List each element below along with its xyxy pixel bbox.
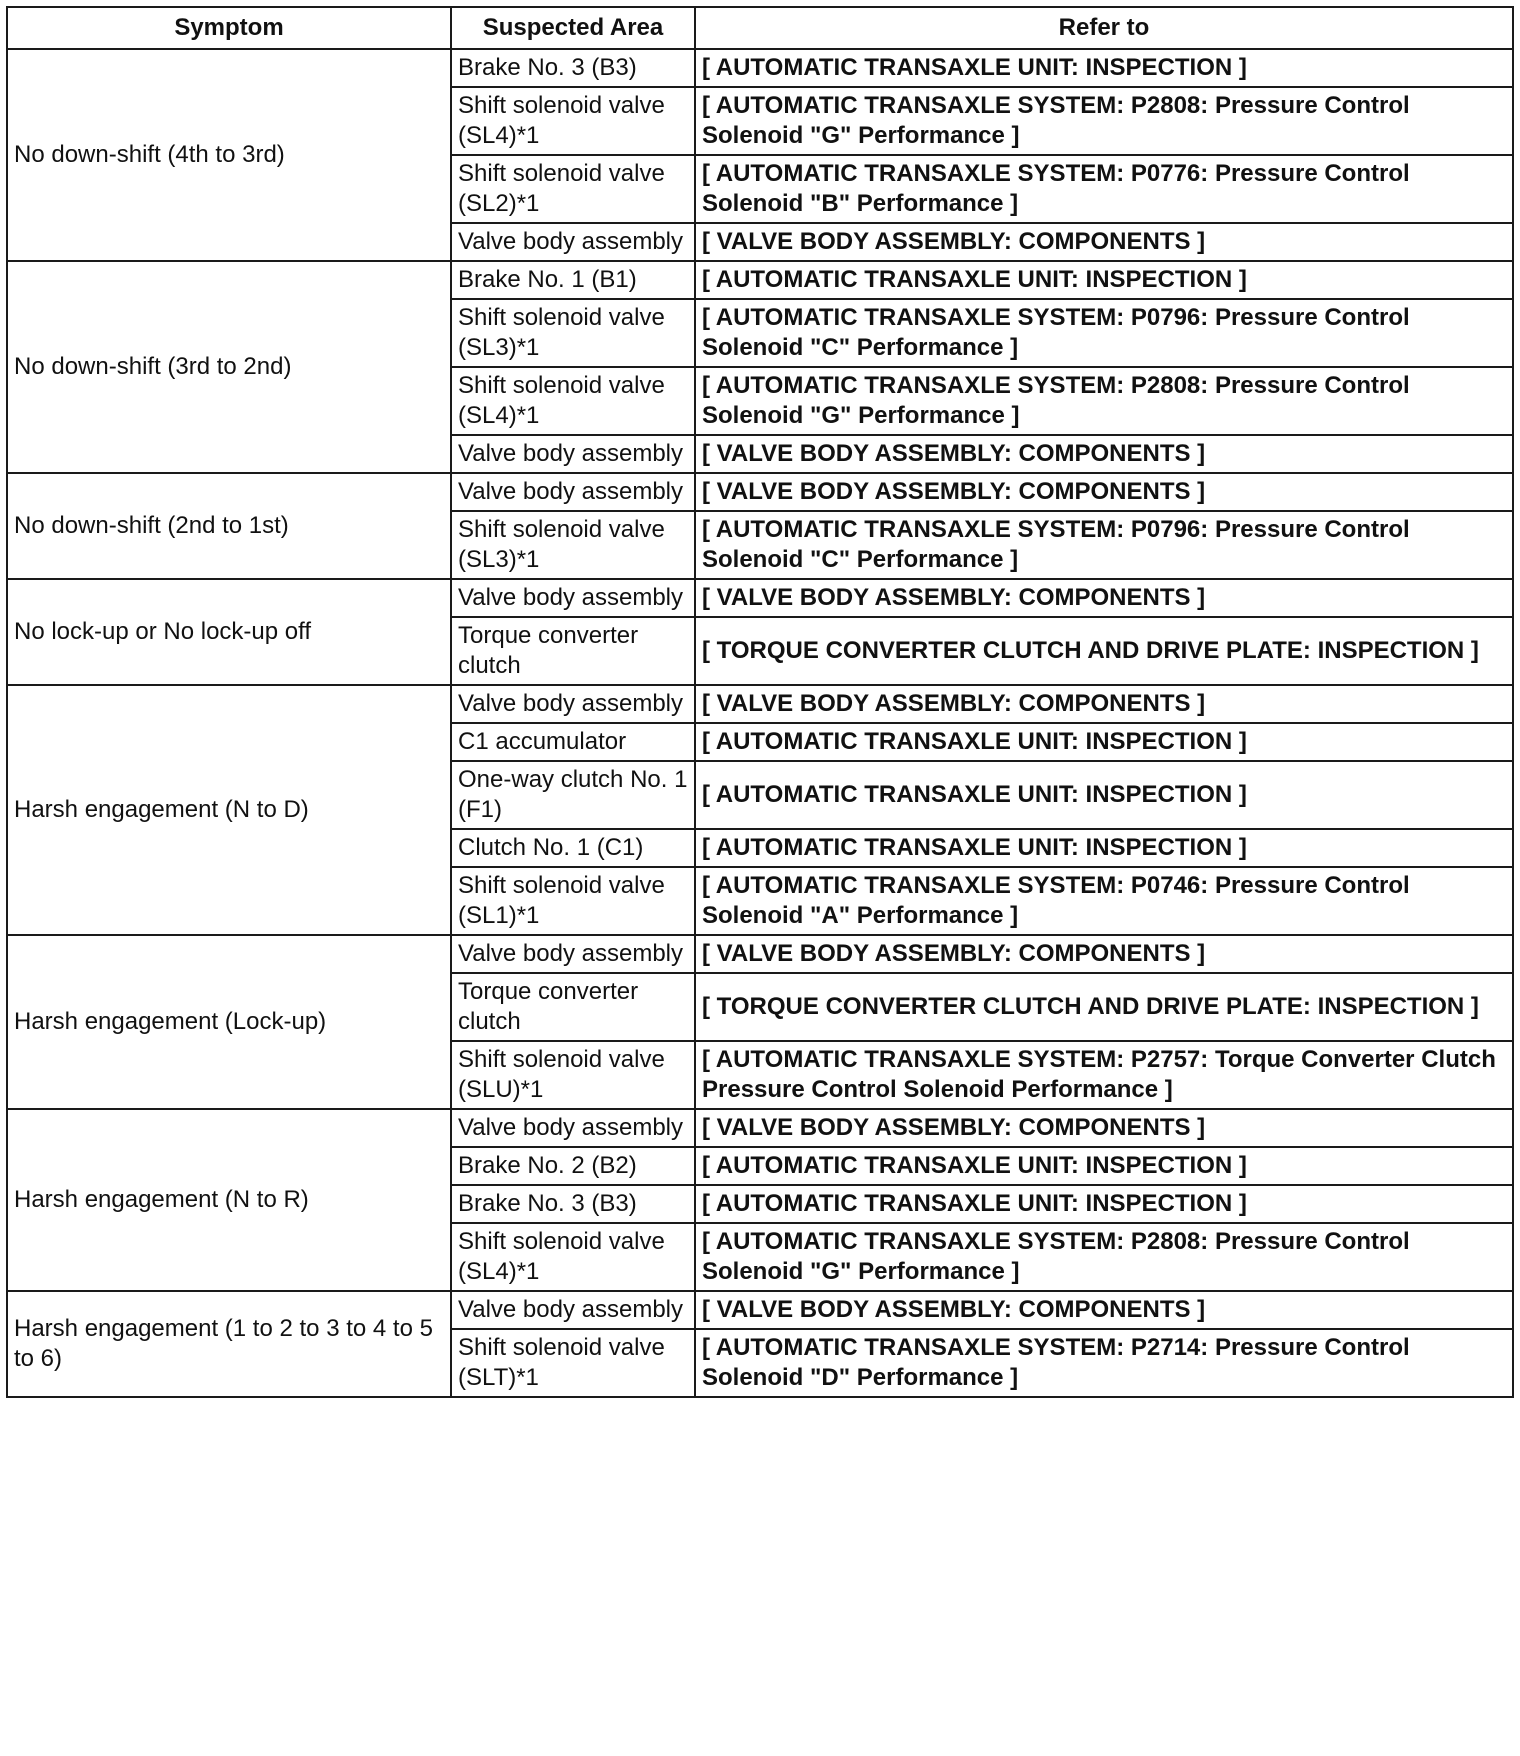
suspected-area-cell: Shift solenoid valve (SL2)*1 [451, 155, 695, 223]
suspected-area-cell: Valve body assembly [451, 935, 695, 973]
table-row [7, 1109, 1513, 1147]
table-row [7, 1291, 1513, 1329]
refer-to-link[interactable]: [ AUTOMATIC TRANSAXLE SYSTEM: P0776: Pressure Control Solenoid "B" Performance ] [695, 155, 1513, 223]
suspected-area-cell: Valve body assembly [451, 685, 695, 723]
refer-to-link[interactable]: [ VALVE BODY ASSEMBLY: COMPONENTS ] [695, 473, 1513, 511]
refer-to-link[interactable]: [ VALVE BODY ASSEMBLY: COMPONENTS ] [695, 1291, 1513, 1329]
suspected-area-cell: Torque converter clutch [451, 973, 695, 1041]
suspected-area-cell: Shift solenoid valve (SL3)*1 [451, 299, 695, 367]
refer-to-link[interactable]: [ AUTOMATIC TRANSAXLE UNIT: INSPECTION ] [695, 723, 1513, 761]
table-row [7, 685, 1513, 723]
suspected-area-cell: Shift solenoid valve (SL4)*1 [451, 87, 695, 155]
suspected-area-cell: Valve body assembly [451, 435, 695, 473]
refer-to-link[interactable]: [ AUTOMATIC TRANSAXLE UNIT: INSPECTION ] [695, 1185, 1513, 1223]
table-row [7, 473, 1513, 511]
suspected-area-cell: Valve body assembly [451, 1109, 695, 1147]
refer-to-link[interactable]: [ AUTOMATIC TRANSAXLE SYSTEM: P0796: Pressure Control Solenoid "C" Performance ] [695, 511, 1513, 579]
refer-to-link[interactable]: [ AUTOMATIC TRANSAXLE UNIT: INSPECTION ] [695, 1147, 1513, 1185]
refer-to-link[interactable]: [ AUTOMATIC TRANSAXLE SYSTEM: P0746: Pressure Control Solenoid "A" Performance ] [695, 867, 1513, 935]
table-header [7, 7, 1513, 49]
refer-to-link[interactable]: [ AUTOMATIC TRANSAXLE SYSTEM: P2714: Pressure Control Solenoid "D" Performance ] [695, 1329, 1513, 1397]
symptom-cell: No down-shift (3rd to 2nd) [7, 261, 451, 473]
table-row [7, 935, 1513, 973]
refer-to-link[interactable]: [ VALVE BODY ASSEMBLY: COMPONENTS ] [695, 935, 1513, 973]
header-row [7, 7, 1513, 49]
suspected-area-cell: Brake No. 3 (B3) [451, 1185, 695, 1223]
suspected-area-cell: Valve body assembly [451, 473, 695, 511]
suspected-area-cell: Brake No. 2 (B2) [451, 1147, 695, 1185]
refer-to-link[interactable]: [ AUTOMATIC TRANSAXLE SYSTEM: P2757: Torque Converter Clutch Pressure Control Solenoid Performance ] [695, 1041, 1513, 1109]
suspected-area-cell: C1 accumulator [451, 723, 695, 761]
refer-to-link[interactable]: [ TORQUE CONVERTER CLUTCH AND DRIVE PLATE: INSPECTION ] [695, 973, 1513, 1041]
refer-to-link[interactable]: [ AUTOMATIC TRANSAXLE UNIT: INSPECTION ] [695, 261, 1513, 299]
refer-to-link[interactable]: [ VALVE BODY ASSEMBLY: COMPONENTS ] [695, 579, 1513, 617]
suspected-area-cell: Shift solenoid valve (SL4)*1 [451, 1223, 695, 1291]
table-row [7, 579, 1513, 617]
suspected-area-cell: Valve body assembly [451, 223, 695, 261]
suspected-area-cell: One-way clutch No. 1 (F1) [451, 761, 695, 829]
symptom-cell: No down-shift (2nd to 1st) [7, 473, 451, 579]
refer-to-link[interactable]: [ TORQUE CONVERTER CLUTCH AND DRIVE PLATE: INSPECTION ] [695, 617, 1513, 685]
symptom-cell: Harsh engagement (1 to 2 to 3 to 4 to 5 to 6) [7, 1291, 451, 1397]
symptom-cell: No down-shift (4th to 3rd) [7, 49, 451, 261]
table-row [7, 49, 1513, 87]
refer-to-link[interactable]: [ AUTOMATIC TRANSAXLE SYSTEM: P2808: Pressure Control Solenoid "G" Performance ] [695, 87, 1513, 155]
refer-to-link[interactable]: [ AUTOMATIC TRANSAXLE SYSTEM: P2808: Pressure Control Solenoid "G" Performance ] [695, 1223, 1513, 1291]
suspected-area-cell: Valve body assembly [451, 579, 695, 617]
suspected-area-cell: Clutch No. 1 (C1) [451, 829, 695, 867]
refer-to-link[interactable]: [ AUTOMATIC TRANSAXLE SYSTEM: P2808: Pressure Control Solenoid "G" Performance ] [695, 367, 1513, 435]
header-suspected-area: Suspected Area [451, 7, 695, 49]
refer-to-link[interactable]: [ AUTOMATIC TRANSAXLE SYSTEM: P0796: Pressure Control Solenoid "C" Performance ] [695, 299, 1513, 367]
symptom-cell: Harsh engagement (Lock-up) [7, 935, 451, 1109]
refer-to-link[interactable]: [ AUTOMATIC TRANSAXLE UNIT: INSPECTION ] [695, 829, 1513, 867]
table-body [7, 49, 1513, 1397]
suspected-area-cell: Shift solenoid valve (SL3)*1 [451, 511, 695, 579]
suspected-area-cell: Shift solenoid valve (SL4)*1 [451, 367, 695, 435]
refer-to-link[interactable]: [ VALVE BODY ASSEMBLY: COMPONENTS ] [695, 223, 1513, 261]
header-refer-to: Refer to [695, 7, 1513, 49]
symptom-table [6, 6, 1514, 1398]
suspected-area-cell: Shift solenoid valve (SL1)*1 [451, 867, 695, 935]
suspected-area-cell: Shift solenoid valve (SLU)*1 [451, 1041, 695, 1109]
refer-to-link[interactable]: [ VALVE BODY ASSEMBLY: COMPONENTS ] [695, 685, 1513, 723]
header-symptom: Symptom [7, 7, 451, 49]
suspected-area-cell: Brake No. 3 (B3) [451, 49, 695, 87]
suspected-area-cell: Valve body assembly [451, 1291, 695, 1329]
refer-to-link[interactable]: [ AUTOMATIC TRANSAXLE UNIT: INSPECTION ] [695, 49, 1513, 87]
table-row [7, 261, 1513, 299]
symptom-cell: No lock-up or No lock-up off [7, 579, 451, 685]
suspected-area-cell: Brake No. 1 (B1) [451, 261, 695, 299]
refer-to-link[interactable]: [ AUTOMATIC TRANSAXLE UNIT: INSPECTION ] [695, 761, 1513, 829]
symptom-cell: Harsh engagement (N to R) [7, 1109, 451, 1291]
suspected-area-cell: Shift solenoid valve (SLT)*1 [451, 1329, 695, 1397]
suspected-area-cell: Torque converter clutch [451, 617, 695, 685]
refer-to-link[interactable]: [ VALVE BODY ASSEMBLY: COMPONENTS ] [695, 1109, 1513, 1147]
symptom-cell: Harsh engagement (N to D) [7, 685, 451, 935]
refer-to-link[interactable]: [ VALVE BODY ASSEMBLY: COMPONENTS ] [695, 435, 1513, 473]
